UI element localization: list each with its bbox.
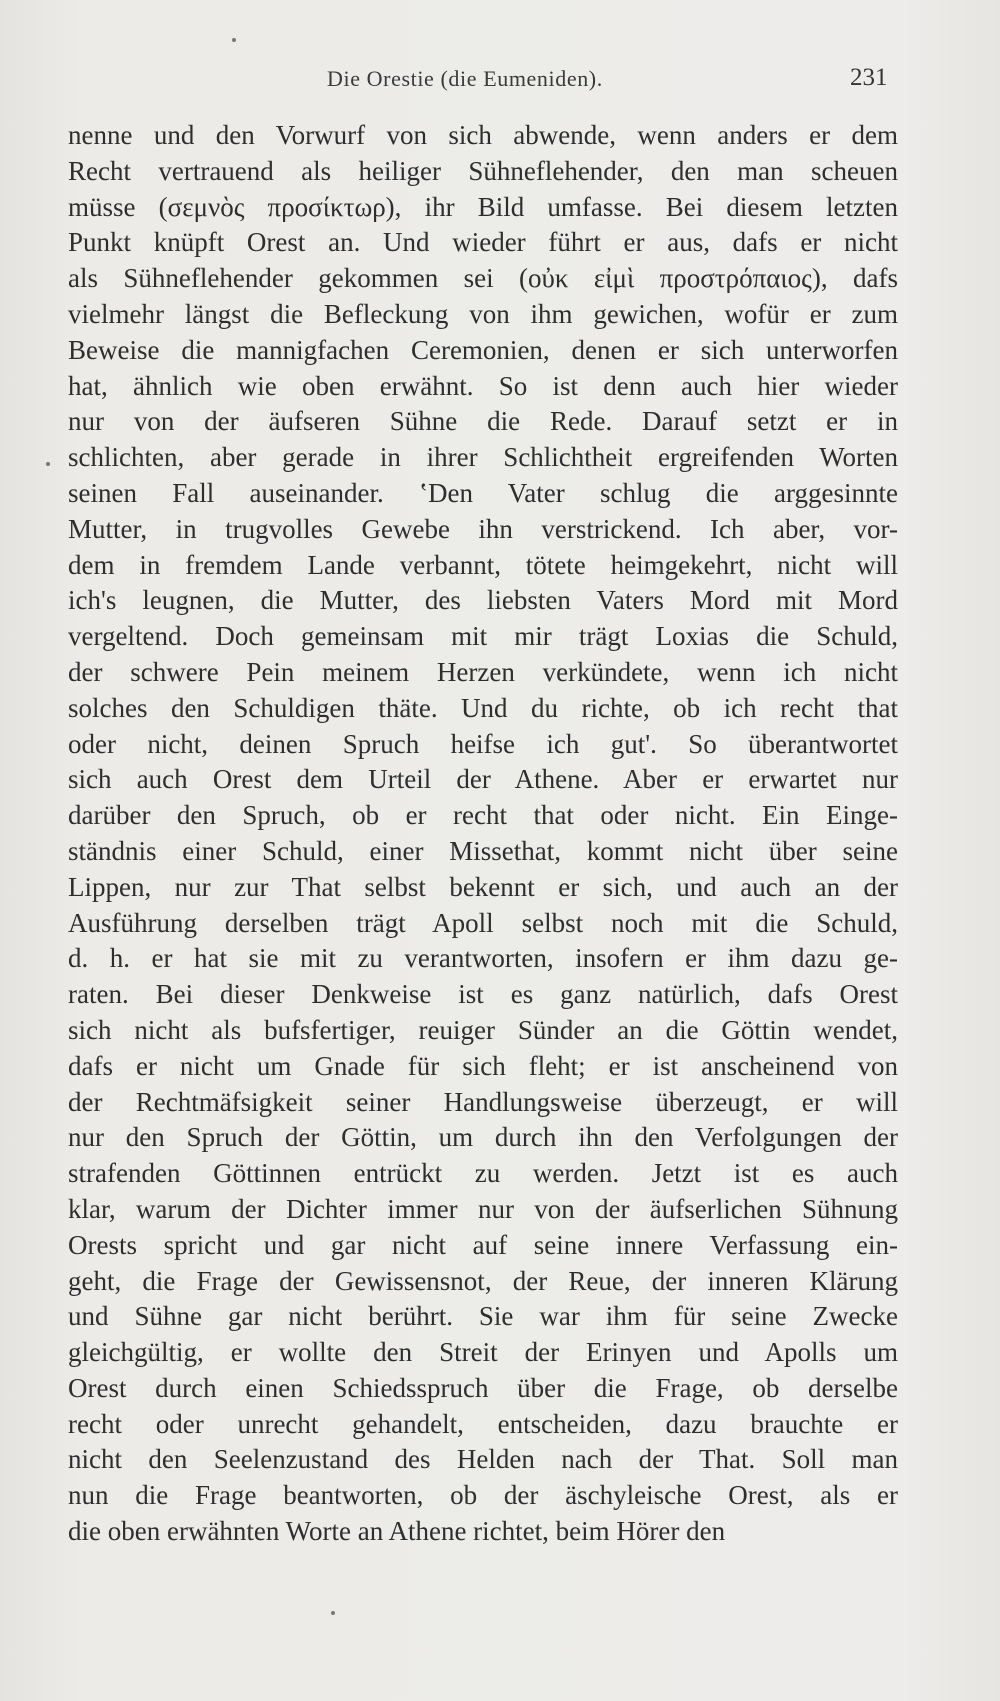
text-line: nur den Spruch der Göttin, um durch ihn den Verfolgungen der [68, 1122, 898, 1153]
text-line: Punkt knüpft Orest an. Und wieder führt er aus, dafs er nicht [68, 227, 898, 258]
text-line: Orests spricht und gar nicht auf seine innere Verfassung ein- [68, 1229, 898, 1260]
text-line: hat, ähnlich wie oben erwähnt. So ist denn auch hier wieder [68, 370, 898, 401]
text-line: die oben erwähnten Worte an Athene richtet, beim Hörer den [68, 1516, 726, 1547]
running-title: Die Orestie (die Eumeniden). [327, 66, 603, 91]
page-header [0, 66, 1000, 106]
text-line: vielmehr längst die Befleckung von ihm gewichen, wofür er zum [68, 298, 898, 329]
text-line: nun die Frage beantworten, ob der äschyleische Orest, als er [68, 1480, 898, 1511]
text-line: strafenden Göttinnen entrückt zu werden. Jetzt ist es auch [68, 1158, 898, 1189]
text-line: d. h. er hat sie mit zu verantworten, insofern er ihm dazu ge- [68, 943, 898, 974]
paper-speck [331, 1611, 335, 1615]
text-line: seinen Fall auseinander. ʽDen Vater schlug die arggesinnte [68, 477, 898, 508]
text-line: oder nicht, deinen Spruch heifse ich gut'. So überantwortet [68, 728, 898, 759]
text-line: raten. Bei dieser Denkweise ist es ganz natürlich, dafs Orest [68, 979, 898, 1010]
text-line: der schwere Pein meinem Herzen verkündete, wenn ich nicht [68, 656, 898, 687]
text-line: Orest durch einen Schiedsspruch über die Frage, ob derselbe [68, 1372, 898, 1403]
page-number: 231 [850, 64, 888, 91]
text-line: und Sühne gar nicht berührt. Sie war ihm für seine Zwecke [68, 1301, 898, 1332]
text-line: recht oder unrecht gehandelt, entscheiden, dazu brauchte er [68, 1408, 898, 1439]
text-line: solches den Schuldigen thäte. Und du richte, ob ich recht that [68, 692, 898, 723]
paper-speck [46, 462, 50, 466]
text-line: gleichgültig, er wollte den Streit der Erinyen und Apolls um [68, 1337, 898, 1368]
text-line: müsse (σεμνὸς προσίκτωρ), ihr Bild umfasse. Bei diesem letzten [68, 191, 898, 222]
paper-speck [232, 38, 236, 42]
text-line: Ausführung derselben trägt Apoll selbst noch mit die Schuld, [68, 907, 898, 938]
text-line: nur von der äufseren Sühne die Rede. Darauf setzt er in [68, 406, 898, 437]
text-line: klar, warum der Dichter immer nur von der äufserlichen Sühnung [68, 1193, 898, 1224]
body-text [68, 118, 898, 1550]
text-line: sich auch Orest dem Urteil der Athene. Aber er erwartet nur [68, 764, 898, 795]
text-line: sich nicht als bufsfertiger, reuiger Sünder an die Göttin wendet, [68, 1014, 898, 1045]
text-line: als Sühneflehender gekommen sei (οὐκ εἰμὶ προστρόπαιος), dafs [68, 263, 898, 294]
text-line: Mutter, in trugvolles Gewebe ihn verstrickend. Ich aber, vor- [68, 513, 898, 544]
text-line: ständnis einer Schuld, einer Missethat, kommt nicht über seine [68, 835, 898, 866]
text-line: nicht den Seelenzustand des Helden nach der That. Soll man [68, 1444, 898, 1475]
text-line: darüber den Spruch, ob er recht that oder nicht. Ein Einge- [68, 800, 898, 831]
text-line: Beweise die mannigfachen Ceremonien, denen er sich unterworfen [68, 334, 898, 365]
text-line: nenne und den Vorwurf von sich abwende, wenn anders er dem [68, 120, 898, 150]
text-line: ich's leugnen, die Mutter, des liebsten Vaters Mord mit Mord [68, 585, 898, 616]
text-line: Lippen, nur zur That selbst bekennt er sich, und auch an der [68, 871, 898, 902]
text-line: dem in fremdem Lande verbannt, tötete heimgekehrt, nicht will [68, 549, 898, 580]
text-line: Recht vertrauend als heiliger Sühneflehender, den man scheuen [68, 155, 898, 186]
text-line: geht, die Frage der Gewissensnot, der Reue, der inneren Klärung [68, 1265, 898, 1296]
text-line: dafs er nicht um Gnade für sich fleht; er ist anscheinend von [68, 1050, 898, 1081]
text-line: vergeltend. Doch gemeinsam mit mir trägt Loxias die Schuld, [68, 621, 898, 652]
text-line: schlichten, aber gerade in ihrer Schlichtheit ergreifenden Worten [68, 442, 898, 473]
text-line: der Rechtmäfsigkeit seiner Handlungsweise überzeugt, er will [68, 1086, 898, 1117]
